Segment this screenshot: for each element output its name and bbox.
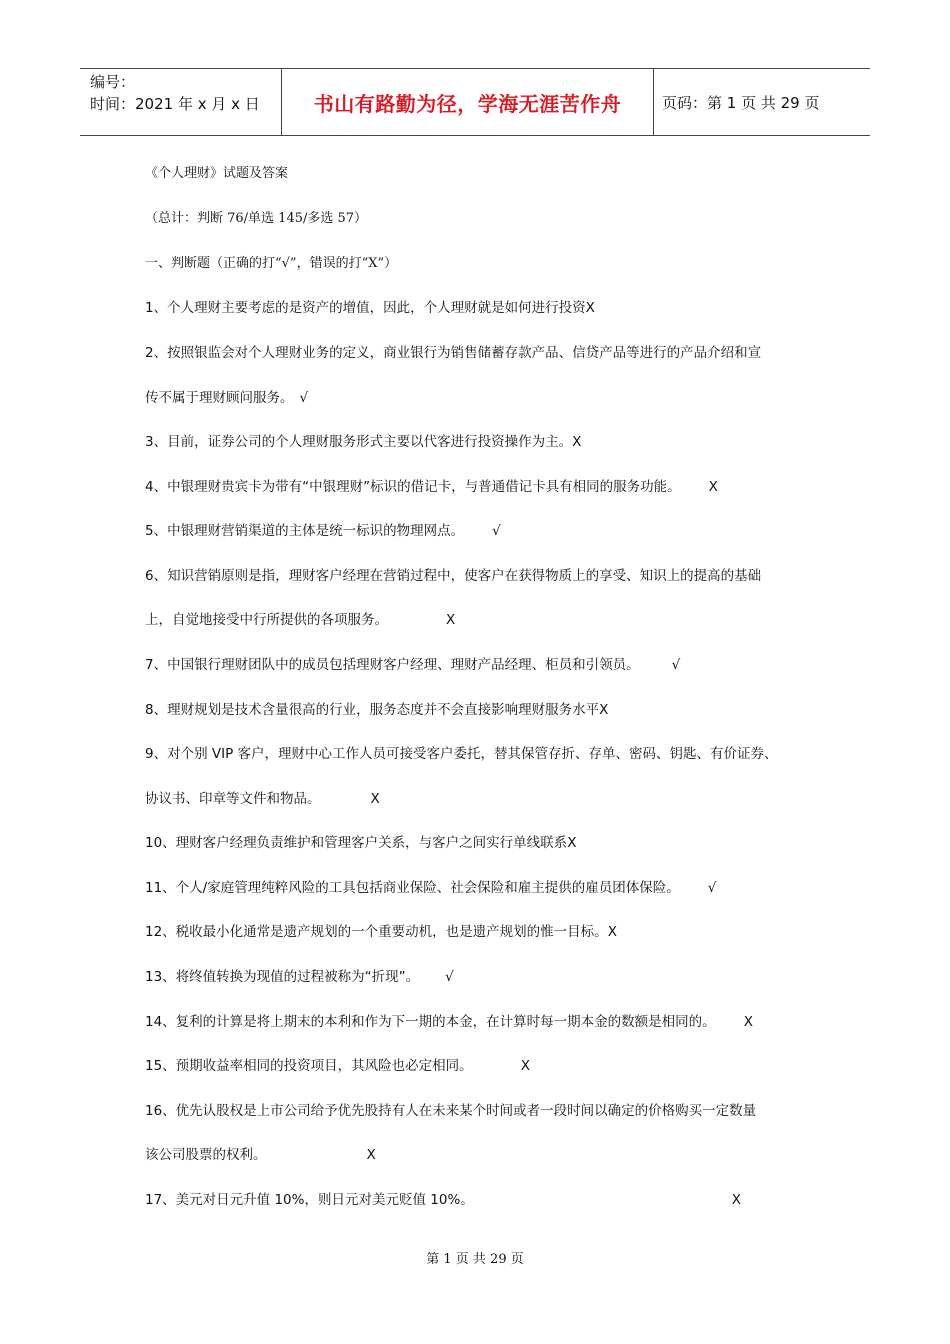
answer-mark: X [599, 702, 609, 718]
question-continuation [145, 787, 380, 807]
question-text: 11、个人/家庭管理纯粹风险的工具包括商业保险、社会保险和雇主提供的雇员团体保险。 [145, 880, 680, 896]
answer-mark: √ [445, 969, 454, 985]
question-item [145, 519, 501, 539]
question-continuation [145, 608, 455, 628]
page-header [80, 68, 870, 136]
question-text: 8、理财规划是技术含量很高的行业，服务态度并不会直接影响理财服务水平 [145, 702, 600, 718]
question-item [145, 920, 617, 940]
question-text: 1、个人理财主要考虑的是资产的增值，因此，个人理财就是如何进行投资 [145, 300, 586, 316]
document-title: 《个人理财》试题及答案 [145, 166, 289, 181]
question-item [145, 1010, 753, 1030]
question-text: 2、按照银监会对个人理财业务的定义，商业银行为销售储蓄存款产品、信贷产品等进行的产品介绍和宣 [145, 345, 762, 361]
question-item [145, 475, 718, 495]
question-item [145, 341, 761, 361]
question-item [145, 742, 778, 762]
answer-mark: X [520, 1058, 530, 1074]
question-continuation [145, 386, 308, 406]
question-text: 10、理财客户经理负责维护和管理客户关系，与客户之间实行单线联系 [145, 835, 568, 851]
question-item [145, 564, 761, 584]
question-item [145, 965, 454, 985]
answer-mark: X [567, 835, 577, 851]
header-motto: 书山有路勤为径，学海无涯苦作舟 [313, 91, 622, 116]
answer-mark: X [366, 1147, 376, 1163]
question-text: 17、美元对日元升值 10%，则日元对美元贬值 10%。 [145, 1192, 474, 1208]
question-item [145, 430, 581, 450]
question-text: 7、中国银行理财团队中的成员包括理财客户经理、理财产品经理、柜员和引领员。 [145, 657, 640, 673]
question-text-continued: 协议书、印章等文件和物品。 [145, 791, 321, 807]
question-text: 12、税收最小化通常是遗产规划的一个重要动机，也是遗产规划的惟一目标。 [145, 924, 608, 940]
question-item [145, 698, 608, 718]
question-text: 15、预期收益率相同的投资项目，其风险也必定相同。 [145, 1058, 473, 1074]
question-item [145, 1099, 756, 1119]
question-continuation [145, 1143, 376, 1163]
question-summary: （总计：判断 76/单选 145/多选 57） [145, 211, 368, 226]
question-text-continued: 该公司股票的权利。 [145, 1147, 267, 1163]
header-page-info [654, 69, 870, 135]
document-number-label: 编号： [90, 73, 136, 91]
answer-mark: X [607, 924, 617, 940]
question-item [145, 1054, 530, 1074]
question-text: 13、将终值转换为现值的过程被称为“折现”。 [145, 969, 420, 985]
answer-mark: √ [671, 657, 681, 673]
question-text: 5、中银理财营销渠道的主体是统一标识的物理网点。 [145, 523, 465, 539]
document-date: 时间：2021 年 x 月 x 日 [90, 95, 260, 113]
question-text-continued: 上，自觉地接受中行所提供的各项服务。 [145, 612, 388, 628]
answer-mark: X [370, 791, 380, 807]
page-footer: 第 1 页 共 29 页 [426, 1252, 524, 1267]
answer-mark: X [572, 434, 582, 450]
question-text: 4、中银理财贵宾卡为带有“中银理财”标识的借记卡，与普通借记卡具有相同的服务功能。 [145, 479, 681, 495]
answer-mark: X [708, 479, 718, 495]
question-item [145, 1188, 741, 1208]
answer-mark: √ [707, 880, 717, 896]
question-item [145, 653, 680, 673]
header-motto-cell [282, 69, 654, 135]
question-text: 6、知识营销原则是指，理财客户经理在营销过程中，使客户在获得物质上的享受、知识上的提高的基础 [145, 568, 762, 584]
answer-mark: X [585, 300, 595, 316]
question-text: 3、目前，证券公司的个人理财服务形式主要以代客进行投资操作为主。 [145, 434, 573, 450]
answer-mark: X [743, 1014, 753, 1030]
page-info-text: 页码：第 1 页 共 29 页 [662, 93, 820, 112]
answer-mark: X [446, 612, 456, 628]
question-text: 9、对个别 VIP 客户，理财中心工作人员可接受客户委托，替其保管存折、存单、密码、钥匙、有价证券、 [145, 746, 778, 762]
question-text: 14、复利的计算是将上期末的本利和作为下一期的本金，在计算时每一期本金的数额是相同的。 [145, 1014, 716, 1030]
answer-mark: √ [492, 523, 501, 539]
answer-mark: √ [299, 390, 309, 406]
section-heading: 一、判断题（正确的打“√”，错误的打“X”） [145, 256, 398, 271]
question-text-continued: 传不属于理财顾问服务。 [145, 390, 294, 406]
answer-mark: X [731, 1192, 742, 1208]
question-text: 16、优先认股权是上市公司给予优先股持有人在未来某个时间或者一段时间以确定的价格购买一定数量 [145, 1103, 757, 1119]
question-item [145, 831, 576, 851]
header-meta [80, 69, 282, 135]
question-item [145, 296, 595, 316]
question-item [145, 876, 716, 896]
